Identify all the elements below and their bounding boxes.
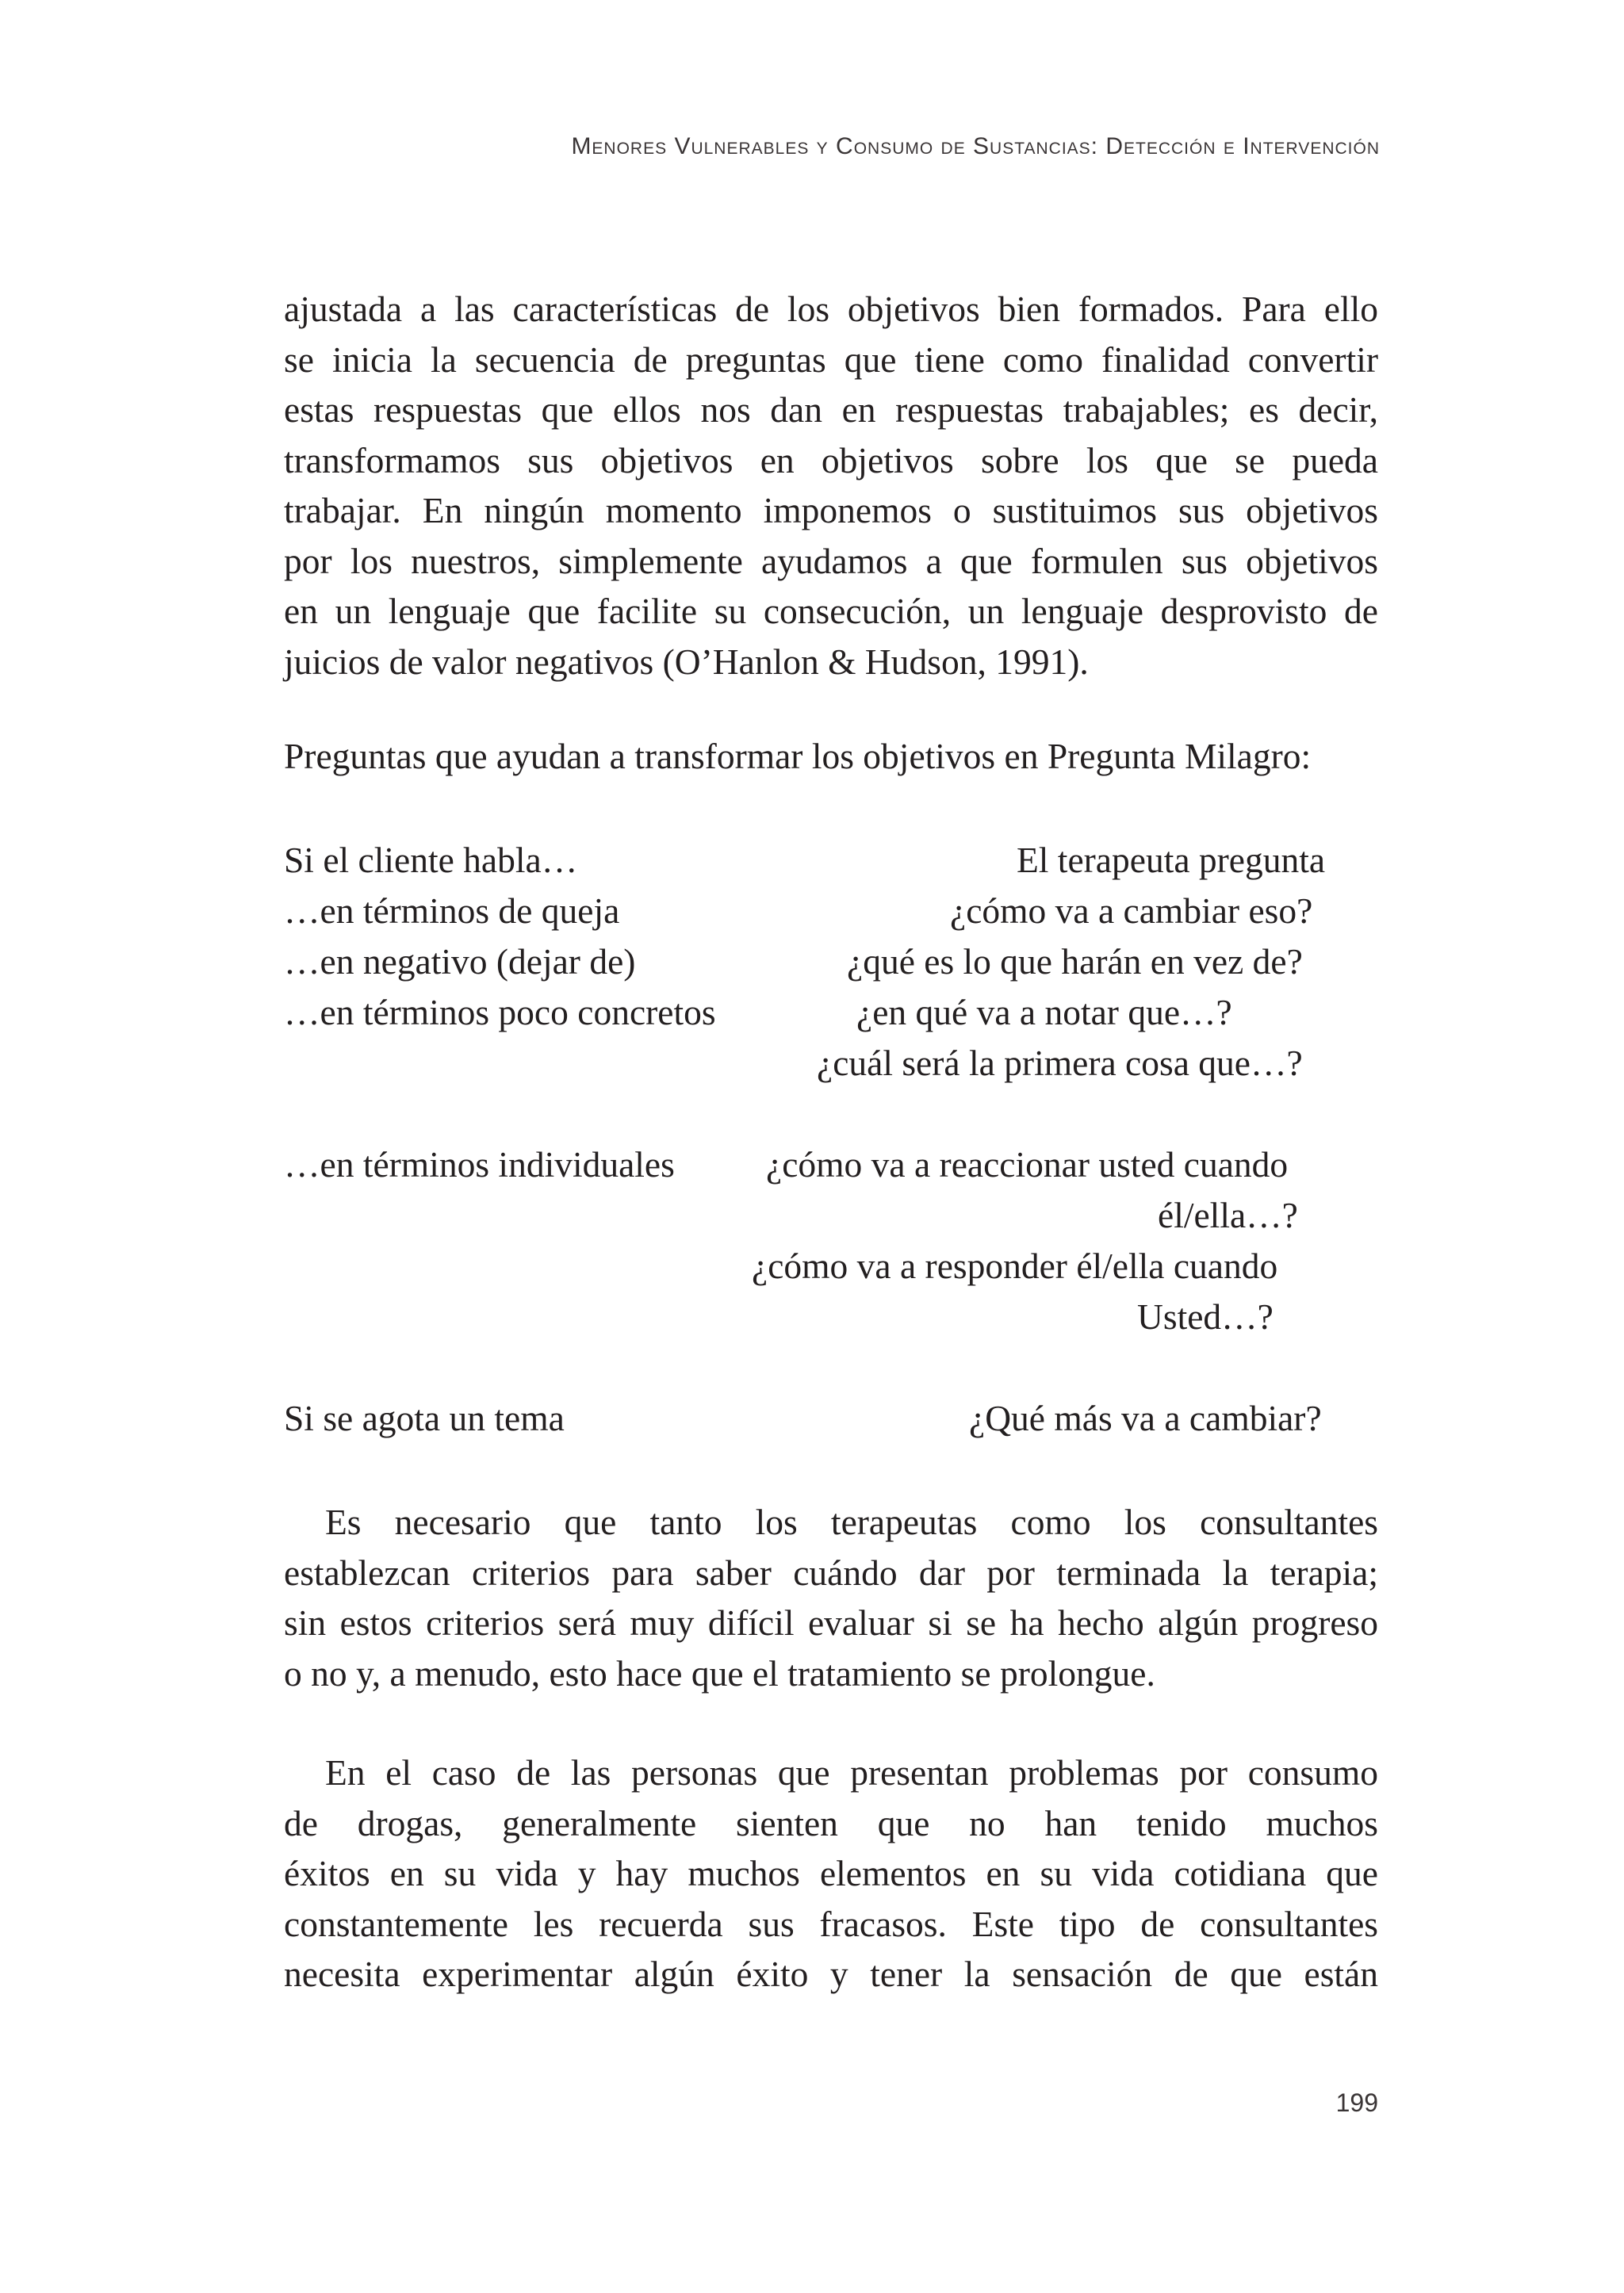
paragraph-line: de drogas, generalmente sienten que no han tenido muchos	[284, 1802, 1378, 1843]
paragraph-line: por los nuestros, simplemente ayudamos a que formulen sus objetivos	[284, 540, 1378, 581]
paragraph-line: necesita experimentar algún éxito y tener la sensación de que están	[284, 1954, 1378, 1994]
paragraph-2	[284, 1497, 1378, 1698]
paragraph-line: En el caso de las personas que presentan problemas por consumo	[325, 1752, 1378, 1793]
client-phrase: …en términos de queja	[284, 890, 620, 931]
therapist-question: ¿cómo va a reaccionar usted cuando	[766, 1144, 1289, 1185]
running-header: Menores Vulnerables y Consumo de Sustancias: Detección e Intervención	[571, 133, 1380, 159]
paragraph-line: ajustada a las características de los objetivos bien formados. Para ello	[284, 289, 1378, 329]
paragraph-line: Es necesario que tanto los terapeutas como los consultantes	[325, 1502, 1378, 1542]
therapist-question: ¿cómo va a cambiar eso?	[950, 890, 1313, 931]
paragraph-line: establezcan criterios para saber cuándo dar por terminada la terapia;	[284, 1552, 1378, 1593]
paragraph-line: en un lenguaje que facilite su consecución, un lenguaje desprovisto de	[284, 591, 1378, 631]
therapist-question: ¿cómo va a responder él/ella cuando	[752, 1246, 1278, 1286]
therapist-question: ¿en qué va a notar que…?	[856, 992, 1232, 1032]
therapist-question: ¿cuál será la primera cosa que…?	[817, 1043, 1303, 1083]
paragraph-line: trabajar. En ningún momento imponemos o sustituimos sus objetivos	[284, 490, 1378, 530]
therapist-column-header: El terapeuta pregunta	[1017, 840, 1326, 880]
paragraph-line: o no y, a menudo, esto hace que el tratamiento se prolongue.	[284, 1652, 1155, 1694]
therapist-question: ¿Qué más va a cambiar?	[969, 1398, 1322, 1438]
therapist-question: ¿qué es lo que harán en vez de?	[847, 941, 1303, 982]
paragraph-line: transformamos sus objetivos en objetivos sobre los que se pueda	[284, 439, 1378, 480]
paragraph-line: sin estos criterios será muy difícil evaluar si se ha hecho algún progreso	[284, 1602, 1378, 1643]
client-phrase: …en términos poco concretos	[284, 992, 716, 1032]
therapist-question: Usted…?	[1137, 1296, 1274, 1337]
paragraph-line: se inicia la secuencia de preguntas que tiene como finalidad convertir	[284, 339, 1378, 380]
therapist-question: él/ella…?	[1158, 1195, 1298, 1235]
paragraph-line: constantemente les recuerda sus fracasos. Este tipo de consultantes	[284, 1903, 1378, 1944]
paragraph-1	[284, 284, 1378, 687]
client-column-header: Si el cliente habla…	[284, 840, 578, 880]
client-phrase: Si se agota un tema	[284, 1398, 565, 1438]
paragraph-line: estas respuestas que ellos nos dan en respuestas trabajables; es decir,	[284, 389, 1378, 430]
client-phrase: …en términos individuales	[284, 1144, 675, 1185]
paragraph-3	[284, 1748, 1378, 2000]
page-number: 199	[1335, 2088, 1378, 2117]
questions-intro: Preguntas que ayudan a transformar los objetivos en Pregunta Milagro:	[284, 736, 1312, 776]
paragraph-line: éxitos en su vida y hay muchos elementos en su vida cotidiana que	[284, 1853, 1378, 1893]
paragraph-line: juicios de valor negativos (O’Hanlon & Hudson, 1991).	[284, 641, 1089, 682]
client-phrase: …en negativo (dejar de)	[284, 941, 636, 982]
